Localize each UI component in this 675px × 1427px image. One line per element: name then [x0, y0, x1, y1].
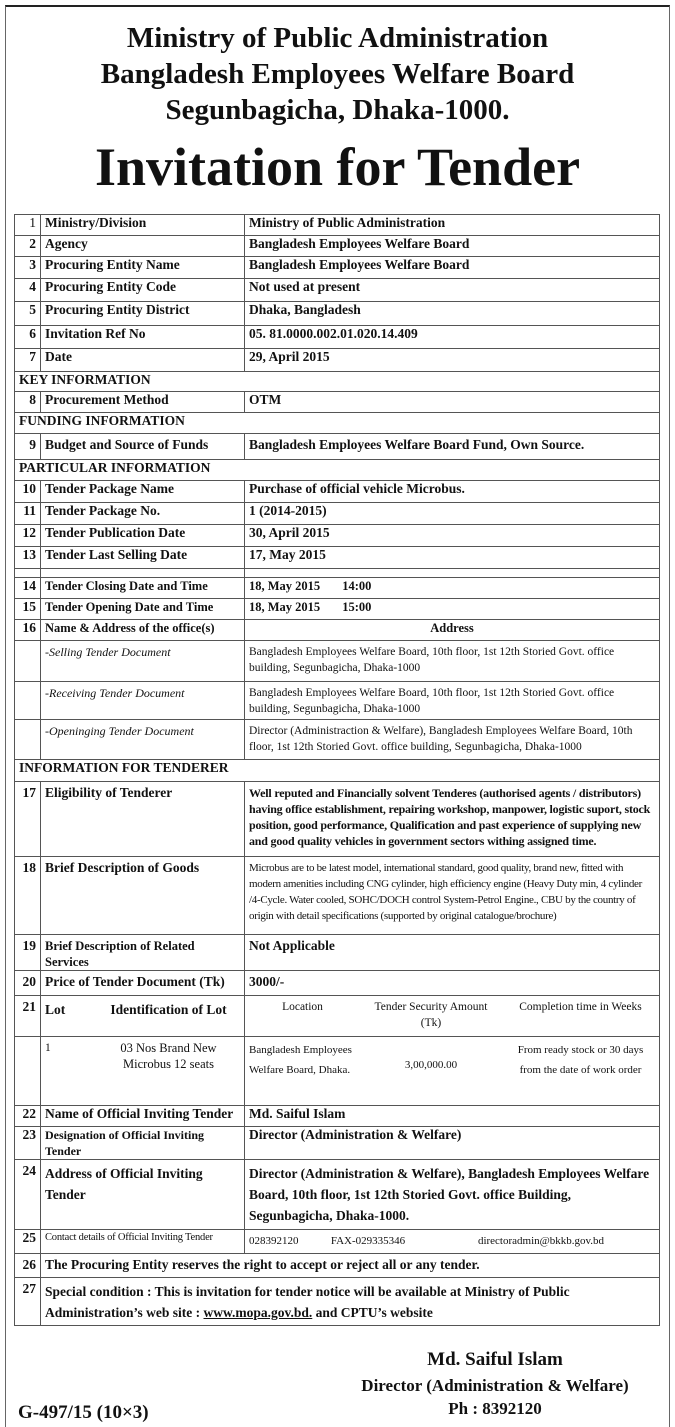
- table-row: -Openinging Tender Document Director (Administraction & Welfare), Bangladesh Employees Welfare Board, 10th floor, 1st 12th Storied Govt. office building, Segunbagicha, Dhaka-1000: [15, 720, 660, 760]
- section-row: [15, 460, 660, 481]
- table-row: 20 Price of Tender Document (Tk) 3000/-: [15, 971, 660, 996]
- mopa-website-link[interactable]: www.mopa.gov.bd.: [203, 1305, 313, 1320]
- signatory-designation: Director (Administration & Welfare): [361, 1376, 629, 1395]
- tender-table: [14, 214, 660, 1326]
- table-row: 3 Procuring Entity Name Bangladesh Employees Welfare Board: [15, 257, 660, 279]
- table-row: 16 Name & Address of the office(s) Address: [15, 620, 660, 641]
- section-funding-information: FUNDING INFORMATION: [15, 413, 660, 434]
- table-row: 19 Brief Description of Related Services Not Applicable: [15, 935, 660, 971]
- section-row: [15, 760, 660, 782]
- footer-code: G-497/15 (10×3): [18, 1402, 149, 1423]
- lot-header-row: 21 Lot Identification of Lot Location Tender Security Amount (Tk) Completion time in Weeks: [15, 996, 660, 1037]
- contact-fax: FAX-029335346: [330, 1235, 406, 1247]
- table-row: 5 Procuring Entity District Dhaka, Bangladesh: [15, 302, 660, 326]
- contact-phone: 028392120: [249, 1235, 299, 1247]
- table-row: 26 The Procuring Entity reserves the right to accept or reject all or any tender.: [15, 1254, 660, 1278]
- table-row: 6 Invitation Ref No 05. 81.0000.002.01.020.14.409: [15, 326, 660, 349]
- table-row: 9 Budget and Source of Funds Bangladesh Employees Welfare Board Fund, Own Source.: [15, 434, 660, 460]
- ministry-heading: Ministry of Public Administration: [126, 22, 549, 54]
- table-row: 12 Tender Publication Date 30, April 2015: [15, 525, 660, 547]
- board-heading: Bangladesh Employees Welfare Board: [100, 58, 575, 90]
- table-row: 23 Designation of Official Inviting Tender Director (Administration & Welfare): [15, 1127, 660, 1160]
- table-row: 4 Procuring Entity Code Not used at present: [15, 279, 660, 302]
- table-row: 10 Tender Package Name Purchase of official vehicle Microbus.: [15, 481, 660, 503]
- table-row: 27 Special condition : This is invitation for tender notice will be available at Ministry of Public Administration’s web site : www.mopa.gov.bd. and CPTU’s website: [15, 1278, 660, 1326]
- table-row: 18 Brief Description of Goods Microbus are to be latest model, international standard, good quality, brand new, fitted with modern amenities including CNG cylinder, high efficiency engine (Heavy Duty min, 4 cylinder /4-Cycle. Water cooled, SOHC/DOCH control System-Petrol Engine., CBU by the country of origin with detail specifications (supported by original catalogue/brochure): [15, 857, 660, 935]
- table-row: 17 Eligibility of Tenderer Well reputed and Financially solvent Tenderes (authorised agents / distributors) having office establishment, repairing workshop, manpower, logistic suport, stock position, good performance, Qualification and past experience of supplying new and good quality vehicles in government sectors withing assigned time.: [15, 782, 660, 857]
- section-information-for-tenderer: INFORMATION FOR TENDERER: [15, 760, 660, 782]
- signatory-name: Md. Saiful Islam: [427, 1349, 563, 1370]
- table-row: 14 Tender Closing Date and Time 18, May 2015 14:00: [15, 578, 660, 599]
- table-row: 8 Procurement Method OTM: [15, 392, 660, 413]
- table-row: 24 Address of Official Inviting Tender Director (Administration & Welfare), Bangladesh Employees Welfare Board, 10th floor, 1st 12th Storied Govt. office Building, Segunbagicha, Dhaka-1000.: [15, 1160, 660, 1230]
- table-row: -Selling Tender Document Bangladesh Employees Welfare Board, 10th floor, 1st 12th Storied Govt. office building, Segunbagicha, Dhaka-1000: [15, 641, 660, 682]
- section-row: [15, 372, 660, 392]
- page-title: Invitation for Tender: [94, 137, 581, 197]
- section-row: [15, 413, 660, 434]
- lot-row: 1 03 Nos Brand New Microbus 12 seats Bangladesh Employees Welfare Board, Dhaka. 3,00,000.00 From ready stock or 30 days from the date of work order: [15, 1037, 660, 1106]
- table-row: 15 Tender Opening Date and Time 18, May 2015 15:00: [15, 599, 660, 620]
- table-row: -Receiving Tender Document Bangladesh Employees Welfare Board, 10th floor, 1st 12th Storied Govt. office building, Segunbagicha, Dhaka-1000: [15, 682, 660, 720]
- signatory-phone: Ph : 8392120: [448, 1399, 542, 1418]
- table-row: 25 Contact details of Official Inviting Tender 028392120 FAX-029335346 directoradmin@bkkb.gov.bd: [15, 1230, 660, 1254]
- table-row: 2 Agency Bangladesh Employees Welfare Board: [15, 236, 660, 257]
- table-row: 7 Date 29, April 2015: [15, 349, 660, 372]
- table-row: 13 Tender Last Selling Date 17, May 2015: [15, 547, 660, 569]
- contact-email: directoradmin@bkkb.gov.bd: [477, 1235, 605, 1247]
- section-particular-information: PARTICULAR INFORMATION: [15, 460, 660, 481]
- spacer-row: [15, 569, 660, 578]
- section-key-information: KEY INFORMATION: [15, 372, 660, 392]
- table-row: 1 Ministry/Division Ministry of Public Administration: [15, 215, 660, 236]
- table-row: 11 Tender Package No. 1 (2014-2015): [15, 503, 660, 525]
- table-row: 22 Name of Official Inviting Tender Md. Saiful Islam: [15, 1106, 660, 1127]
- address-heading: Segunbagicha, Dhaka-1000.: [165, 94, 510, 126]
